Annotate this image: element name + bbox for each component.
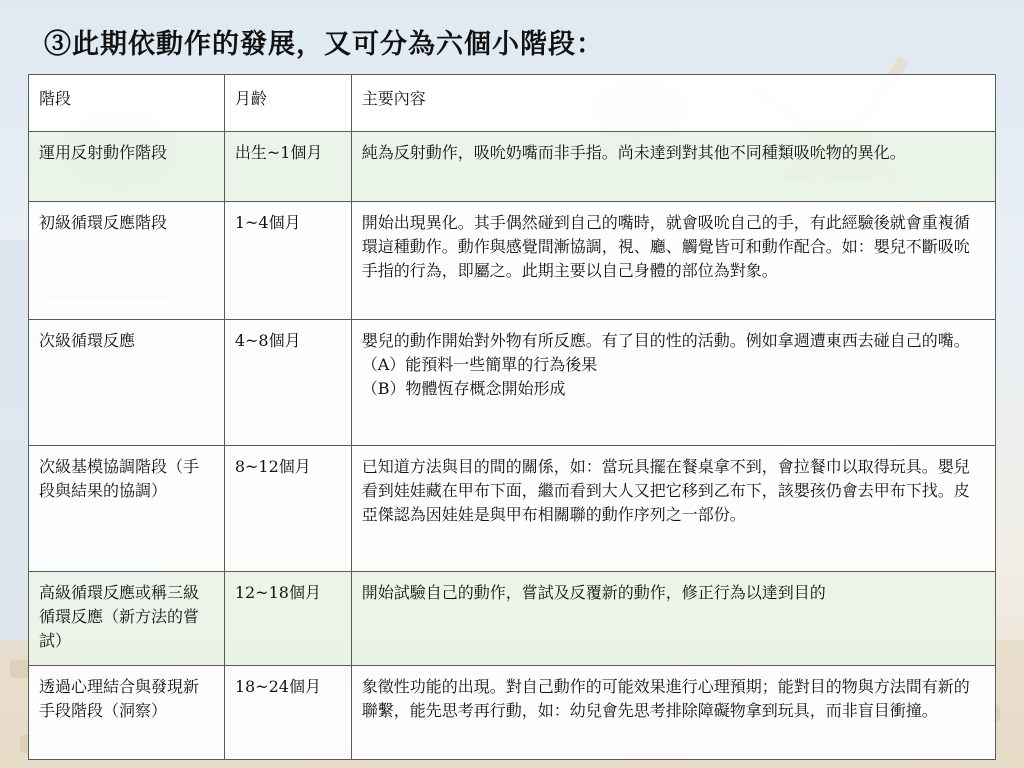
stage-cell: 透過心理結合與發現新手段階段（洞察） [29,666,225,760]
age-cell: 8~12個月 [224,446,351,572]
content-line: 開始出現異化。其手偶然碰到自己的嘴時，就會吸吮自己的手，有此經驗後就會重複循環這種動作。動作與感覺間漸協調，視、廳、觸覺皆可和動作配合。如：嬰兒不斷吸吮手指的行為，即屬之。此期主要以自己身體的部位為對象。 [361,213,970,280]
stage-cell: 次級循環反應 [29,320,225,446]
content-cell [351,202,995,320]
header-content: 主要內容 [351,75,995,132]
age-cell: 1~4個月 [224,202,351,320]
age-cell: 4~8個月 [224,320,351,446]
content-cell [351,446,995,572]
table-row [29,132,996,202]
table-header-row [29,75,996,132]
content-line: 已知道方法與目的間的關係，如：當玩具擺在餐桌拿不到，會拉餐巾以取得玩具。嬰兒看到娃娃藏在甲布下面，繼而看到大人又把它移到乙布下，該嬰孩仍會去甲布下找。皮亞傑認為因娃娃是與甲布相關聯的動作序列之一部份。 [361,457,970,524]
content-line: 開始試驗自己的動作，嘗試及反覆新的動作，修正行為以達到目的 [361,583,826,602]
content-cell [351,132,995,202]
age-cell: 18~24個月 [224,666,351,760]
header-age: 月齡 [224,75,351,132]
content-cell [351,666,995,760]
table-row [29,320,996,446]
header-stage: 階段 [29,75,225,132]
content-line: （B）物體恆存概念開始形成 [361,379,566,398]
table-row [29,202,996,320]
content-cell [351,320,995,446]
age-cell: 出生~1個月 [224,132,351,202]
table-row [29,572,996,666]
content-line: 純為反射動作，吸吮奶嘴而非手指。尚未達到對其他不同種類吸吮物的異化。 [361,143,906,162]
page-title: ③此期依動作的發展，又可分為六個小階段： [44,29,604,60]
age-cell: 12~18個月 [224,572,351,666]
table-row [29,666,996,760]
content-line: （A）能預料一些簡單的行為後果 [361,355,598,374]
stage-cell: 次級基模協調階段（手段與結果的協調） [29,446,225,572]
stage-cell: 初級循環反應階段 [29,202,225,320]
content-line: 嬰兒的動作開始對外物有所反應。有了目的性的活動。例如拿週遭東西去碰自己的嘴。 [361,331,970,350]
stages-table [28,74,996,760]
content-cell [351,572,995,666]
stage-cell: 運用反射動作階段 [29,132,225,202]
content-line: 象徵性功能的出現。對自己動作的可能效果進行心理預期；能對目的物與方法間有新的聯繫，能先思考再行動，如：幼兒會先思考排除障礙物拿到玩具，而非盲目衝撞。 [361,677,970,720]
table-row [29,446,996,572]
stage-cell: 高級循環反應或稱三級循環反應（新方法的嘗試） [29,572,225,666]
